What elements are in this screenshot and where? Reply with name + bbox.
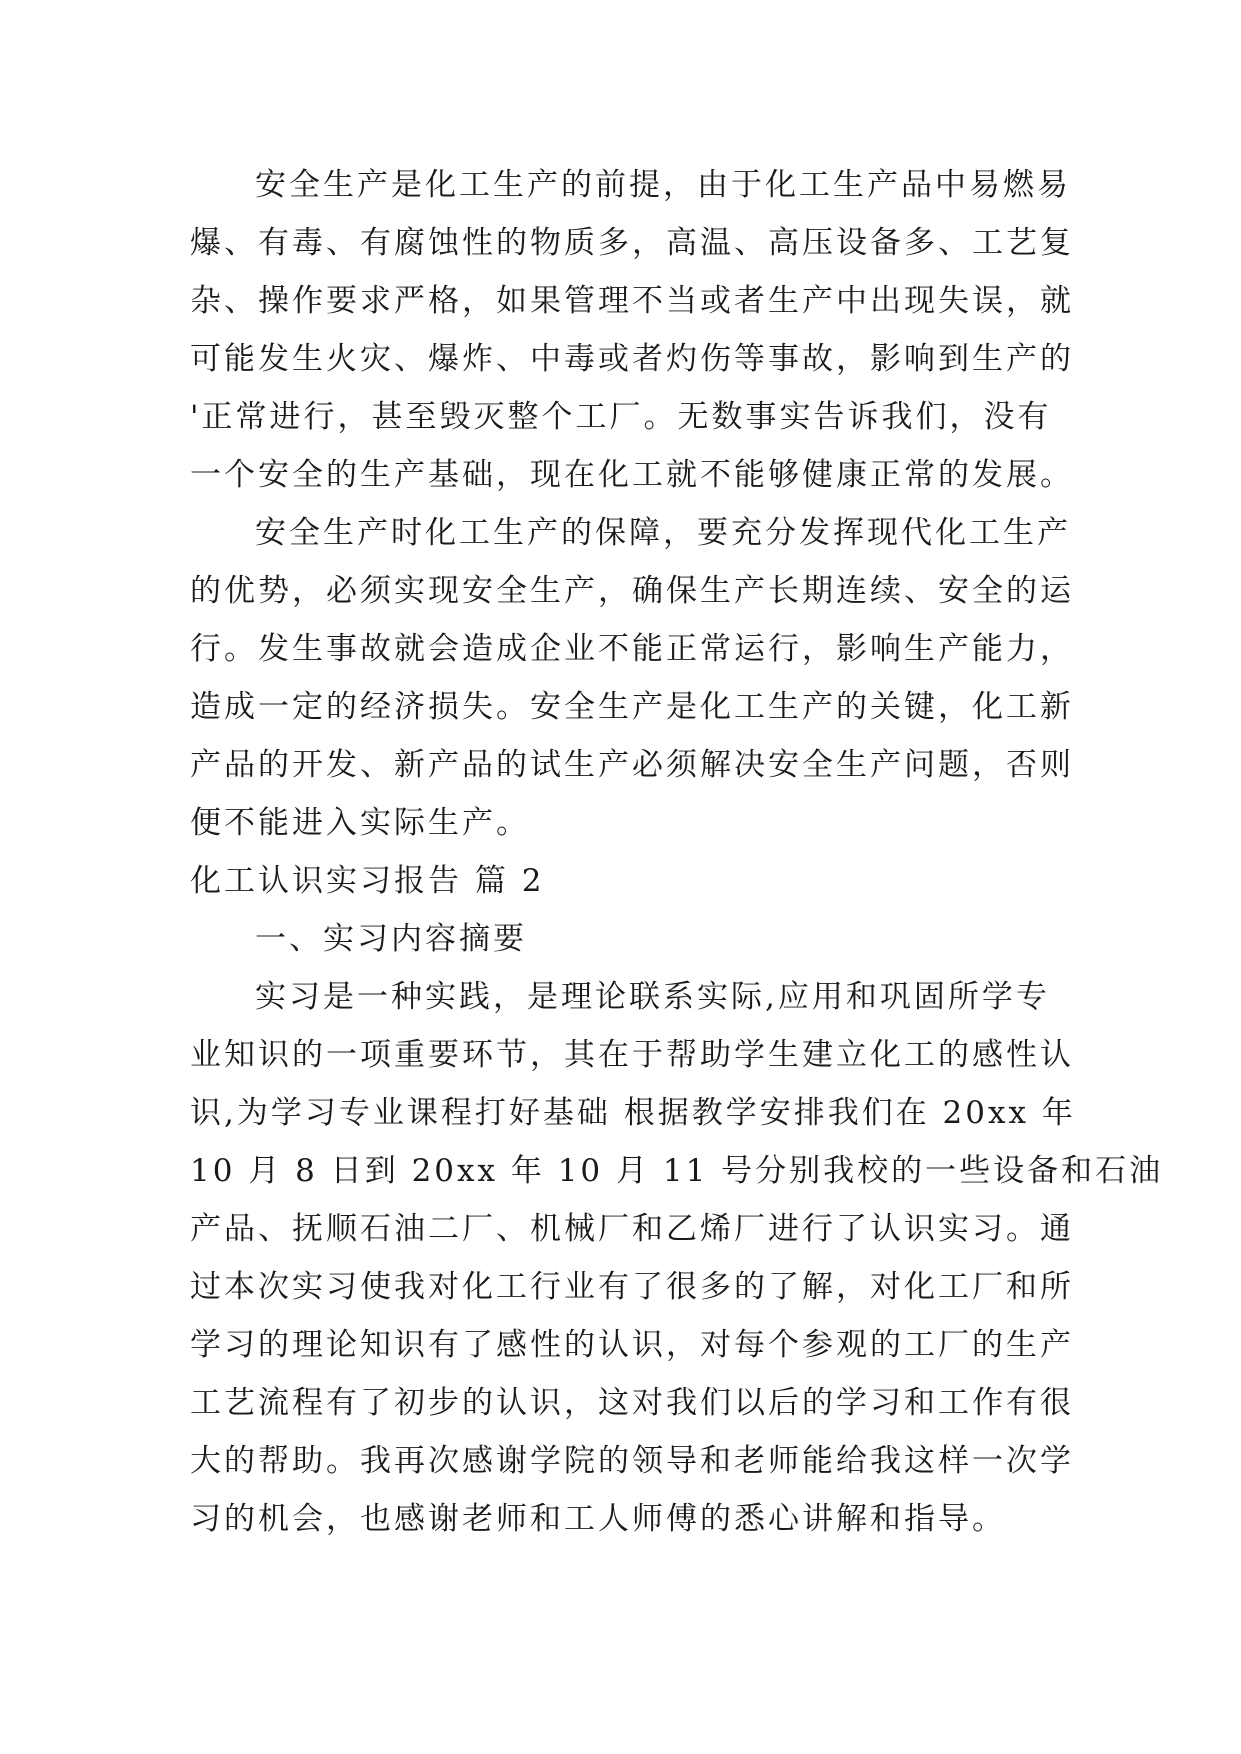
- text-line: 安全生产是化工生产的前提，由于化工生产品中易燃易: [255, 167, 1071, 203]
- text-line: 造成一定的经济损失。安全生产是化工生产的关键，化工新: [190, 689, 1074, 725]
- text-line: 产品的开发、新产品的试生产必须解决安全生产问题，否则: [190, 747, 1074, 783]
- text-line: 习的机会，也感谢老师和工人师傅的悉心讲解和指导。: [190, 1501, 1006, 1537]
- text-line: 安全生产时化工生产的保障，要充分发挥现代化工生产: [255, 515, 1071, 551]
- text-line: 便不能进入实际生产。: [190, 805, 530, 841]
- text-line: 杂、操作要求严格，如果管理不当或者生产中出现失误，就: [190, 283, 1074, 319]
- text-line: 爆、有毒、有腐蚀性的物质多，高温、高压设备多、工艺复: [190, 225, 1074, 261]
- text-line: 过本次实习使我对化工行业有了很多的了解，对化工厂和所: [190, 1269, 1074, 1305]
- text-line: 业知识的一项重要环节，其在于帮助学生建立化工的感性认: [190, 1037, 1074, 1073]
- text-line: 学习的理论知识有了感性的认识，对每个参观的工厂的生产: [190, 1327, 1074, 1363]
- text-line: 工艺流程有了初步的认识，这对我们以后的学习和工作有很: [190, 1385, 1074, 1421]
- text-line: 一个安全的生产基础，现在化工就不能够健康正常的发展。: [190, 457, 1074, 493]
- text-line: '正常进行，甚至毁灭整个工厂。无数事实告诉我们，没有: [190, 399, 1052, 435]
- text-line: 可能发生火灾、爆炸、中毒或者灼伤等事故，影响到生产的: [190, 341, 1074, 377]
- text-line: 大的帮助。我再次感谢学院的领导和老师能给我这样一次学: [190, 1443, 1074, 1479]
- subsection-heading: 一、实习内容摘要: [255, 921, 527, 957]
- text-line: 10 月 8 日到 20xx 年 10 月 11 号分别我校的一些设备和石油: [190, 1153, 1164, 1189]
- text-line: 实习是一种实践，是理论联系实际,应用和巩固所学专: [255, 979, 1050, 1015]
- text-line: 产品、抚顺石油二厂、机械厂和乙烯厂进行了认识实习。通: [190, 1211, 1074, 1247]
- text-line: 的优势，必须实现安全生产，确保生产长期连续、安全的运: [190, 573, 1074, 609]
- section-heading: 化工认识实习报告 篇 2: [190, 863, 545, 899]
- text-line: 行。发生事故就会造成企业不能正常运行，影响生产能力，: [190, 631, 1074, 667]
- text-line: 识,为学习专业课程打好基础 根据教学安排我们在 20xx 年: [190, 1095, 1076, 1131]
